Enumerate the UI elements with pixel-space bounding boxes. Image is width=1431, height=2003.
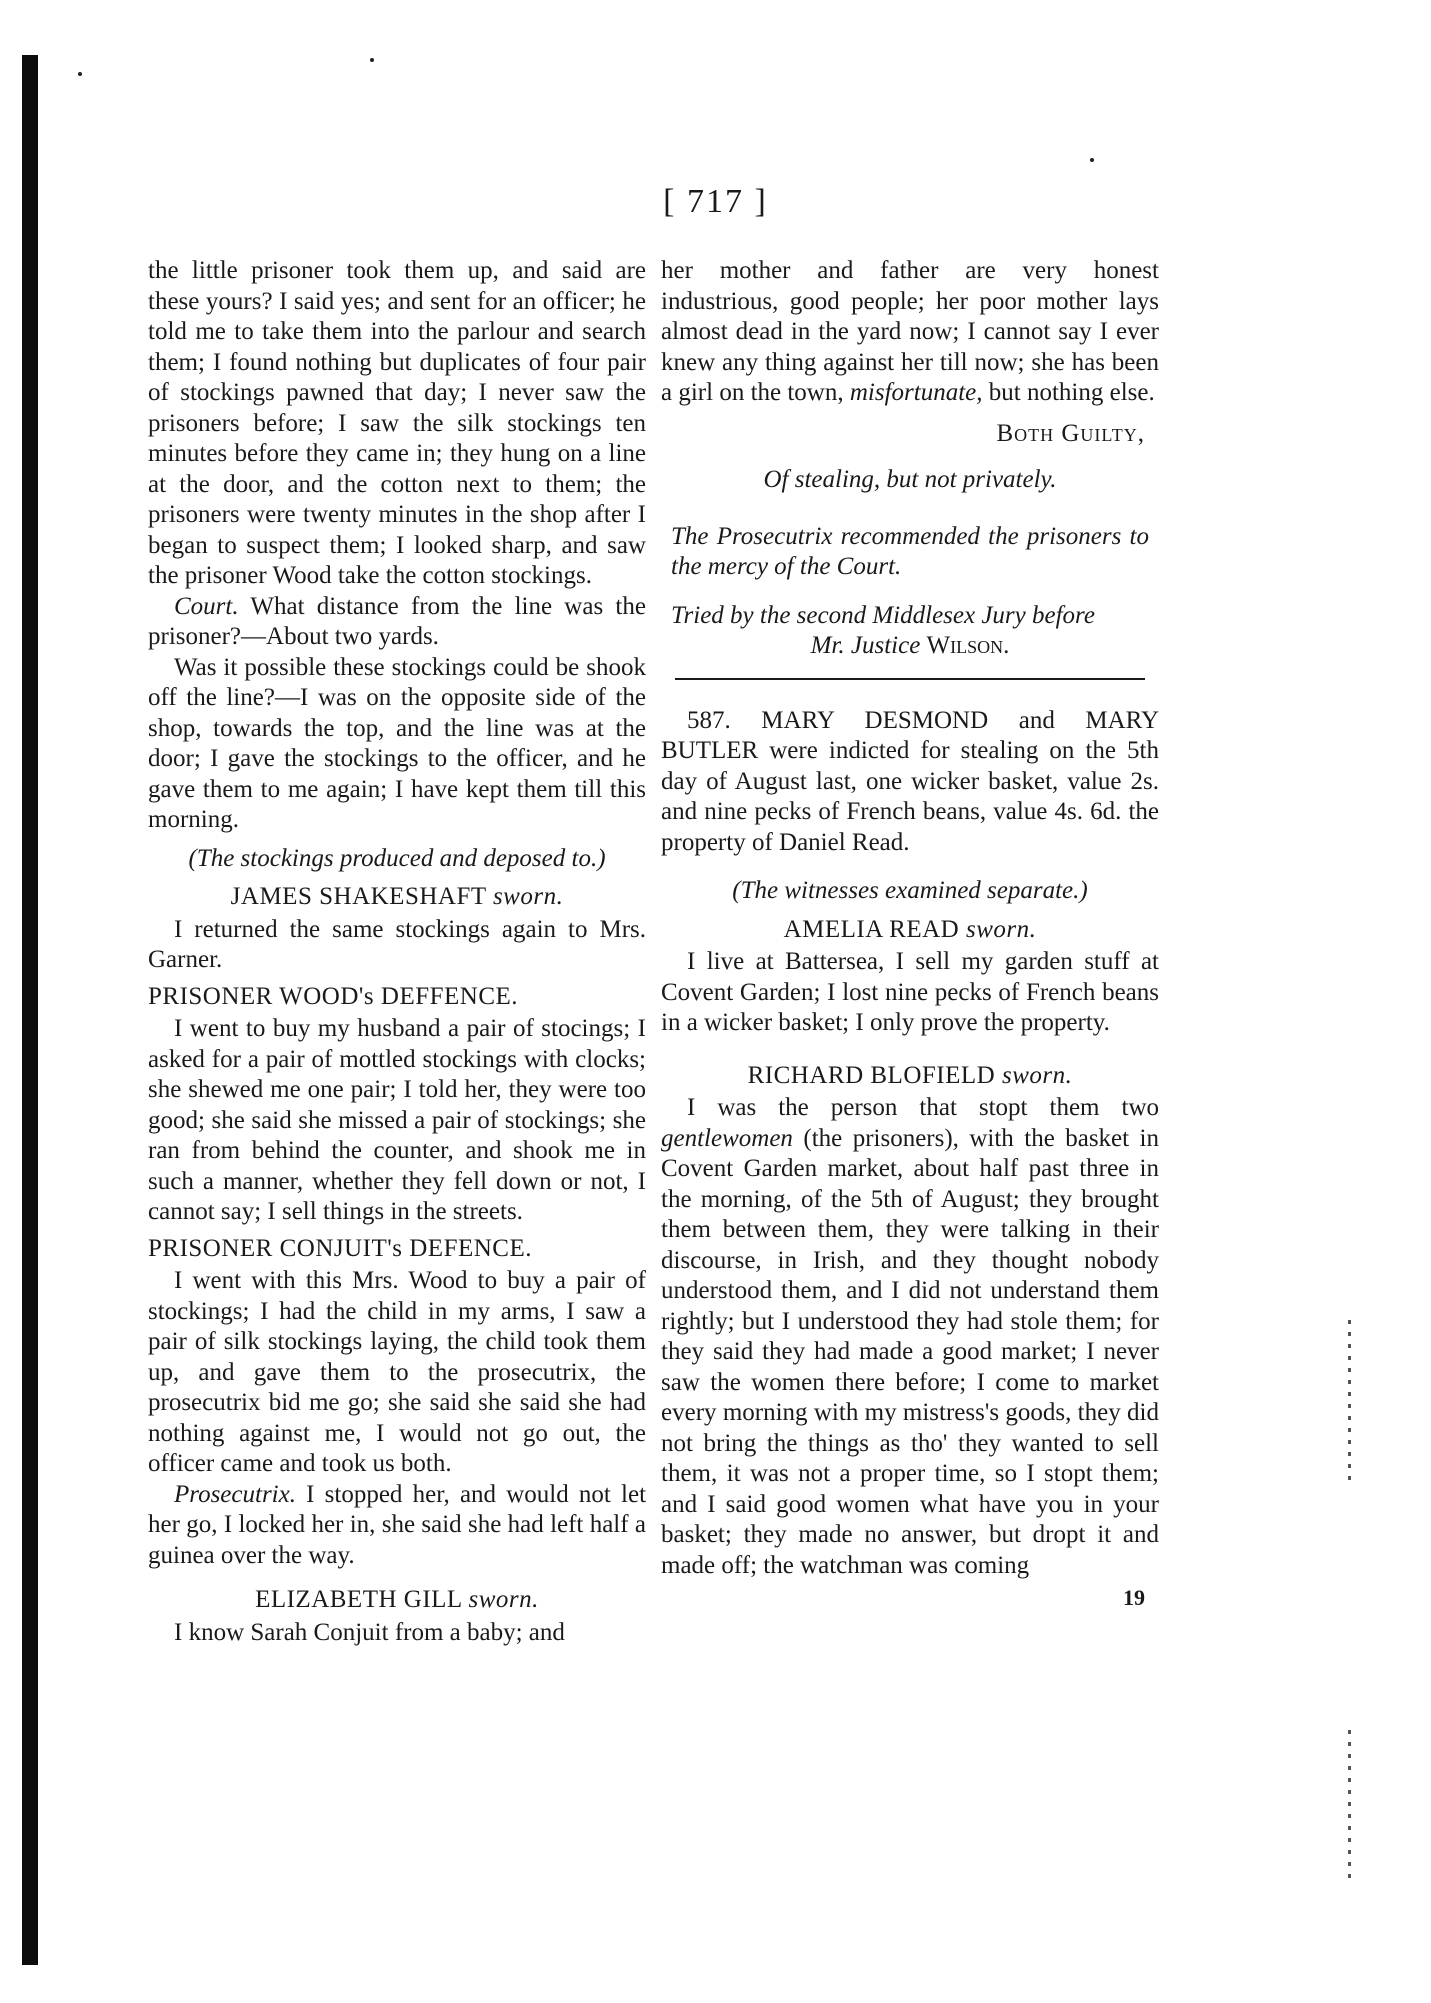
paragraph [661, 256, 1159, 409]
page-number: [ 717 ] [663, 183, 768, 220]
paragraph: I went with this Mrs. Wood to buy a pair of stockings; I had the child in my arms, I saw a pair of silk stockings laying, the child took them up, and gave them to the prosecutrix, the prosecutrix bid me go; she said she said she had nothing against me, I would not go out, the officer came and took us both. [148, 1267, 646, 1477]
judge-line [661, 631, 1159, 662]
page-binding-edge [22, 55, 38, 1965]
case-text: MARY DESMOND and MARY BUTLER were indicted for stealing on the 5th day of August last, one wicker basket, value 2s. and nine pecks of French beans, value 4s. 6d. the property of Daniel Read. [661, 706, 1159, 856]
witness-name: AMELIA READ [783, 915, 960, 943]
paragraph: I live at Battersea, I sell my garden stuff at Covent Garden; I lost nine pecks of French beans in a wicker basket; I only prove the property. [661, 948, 1159, 1036]
speaker-label: Court. [174, 592, 239, 620]
paragraph-text: I was the person that stopt them two [687, 1094, 1159, 1121]
scan-speck [78, 72, 82, 76]
paragraph-text: I stopped her, and would not let her go, I locked her in, she said she had left half a guinea over the way. [148, 1480, 647, 1569]
verdict: Both Guilty, [996, 419, 1145, 447]
case-number: 587. [687, 706, 731, 734]
paragraph-text: (the prisoners), with the basket in Covent Garden market, about half past three in the morning, of the 5th of August; they brought them between them, they were talking in their discourse, in Irish, and they thought nobody understood them, and I did not understand them rightly; but I understood they had stole them; for they said they had made a good market; I never saw the women there before; I come to market every morning with my mistress's goods, they did not bring the things as tho' they wanted to sell them, it was not a proper time, so I stopt them; and I said good women what have you in your basket; they made no answer, but dropt it and made off; the watchman was coming [661, 1124, 1159, 1579]
sworn-label: sworn. [468, 1586, 539, 1613]
witness-name: JAMES SHAKESHAFT [230, 883, 487, 910]
scan-artifact [1348, 1730, 1351, 1880]
italic-word: gentlewomen [661, 1124, 793, 1152]
paragraph [661, 1093, 1159, 1581]
witness-name: RICHARD BLOFIELD [747, 1061, 996, 1089]
witness-name: ELIZABETH GILL [255, 1586, 462, 1613]
left-column [148, 256, 646, 1648]
witness-heading [148, 1585, 646, 1616]
paragraph-text: What distance from the line was the prisoner?—About two yards. [148, 592, 646, 650]
scan-speck [1090, 158, 1094, 162]
paragraph: I went to buy my husband a pair of stocings; I asked for a pair of mottled stockings with clocks; she shewed me one pair; I told her, they were too good; she said she missed a pair of stockings; she ran from behind the counter, and shook me in such a manner, whether they fell down or not, I cannot say; I sell things in the streets. [148, 1015, 646, 1225]
verdict-note: Of stealing, but not privately. [763, 466, 1057, 493]
court-note: (The witnesses examined separate.) [732, 877, 1088, 904]
sworn-label: sworn. [492, 883, 564, 910]
defence-heading: PRISONER WOOD's DEFFENCE. [148, 982, 519, 1010]
scan-speck [370, 58, 374, 62]
paragraph: I returned the same stockings again to Mrs. Garner. [148, 915, 646, 973]
tried-by: Tried by the second Middlesex Jury before [671, 601, 1095, 629]
paragraph: Was it possible these stockings could be shook off the line?—I was on the opposite side of the shop, towards the top, and the line was at the door; I gave the stockings to the officer, and he gave them to me again; I have kept them till this morning. [148, 653, 646, 833]
paragraph [148, 592, 646, 653]
spacer [661, 504, 1159, 522]
italic-word: misfortunate, [849, 379, 983, 406]
paragraph-text: but nothing else. [988, 379, 1155, 406]
paragraph-text: her mother and father are very honest industrious, good people; her poor mother lays almost dead in the yard now; I cannot say I ever knew any thing against her till now; she has been a girl on the town, [661, 257, 1159, 406]
recommendation: The Prosecutrix recommended the prisoners to the mercy of the Court. [671, 522, 1149, 580]
catchword: 19 [1123, 1585, 1145, 1610]
witness-heading [661, 1061, 1159, 1092]
paragraph [148, 1480, 646, 1572]
right-column [661, 256, 1159, 1614]
speaker-label: Prosecutrix. [174, 1480, 296, 1508]
defence-heading: PRISONER CONJUIT's DEFENCE. [148, 1234, 533, 1262]
sworn-label: sworn. [1001, 1061, 1073, 1089]
spacer [661, 583, 1159, 601]
paragraph: the little prisoner took them up, and said are these yours? I said yes; and sent for an officer; he told me to take them into the parlour and search them; I found nothing but duplicates of four pair of stockings pawned that day; I never saw the prisoners before; I saw the silk stockings ten minutes before they came in; they hung on a line at the door, and the cotton next to them; the prisoners were twenty minutes in the shop after I began to suspect them; I looked sharp, and saw the prisoner Wood take the cotton stockings. [148, 257, 646, 589]
paragraph: I know Sarah Conjuit from a baby; and [174, 1618, 565, 1646]
case-paragraph [661, 706, 1159, 859]
sworn-label: sworn. [966, 915, 1037, 943]
court-note: (The stockings produced and deposed to.) [188, 844, 606, 872]
witness-heading [661, 915, 1159, 946]
judge-prefix: Mr. Justice [810, 632, 921, 659]
section-divider [675, 678, 1145, 680]
scan-artifact [1348, 1320, 1351, 1480]
witness-heading [148, 882, 646, 913]
judge-name: Wilson. [926, 632, 1010, 659]
